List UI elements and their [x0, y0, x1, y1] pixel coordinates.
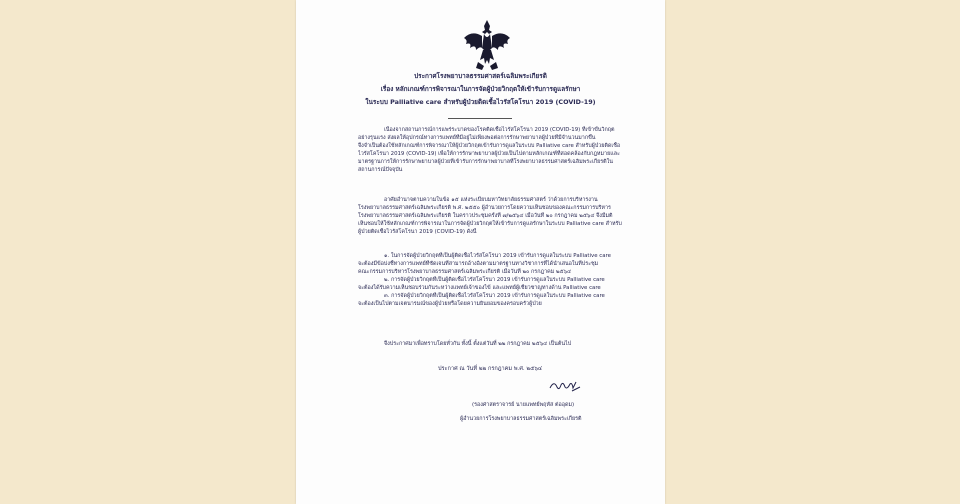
list-item: ๑. ในการจัดผู้ป่วยวิกฤตที่เป็นผู้ติดเชื้อไวรัสโคโรนา 2019 เข้ารับการดูแลในระบบ Palliative care: [384, 253, 611, 259]
paragraph-authority: [358, 196, 628, 236]
paragraph-line: เห็นชอบให้ใช้หลักเกณฑ์การพิจารณาในการจัดผู้ป่วยวิกฤตให้เข้ารับการดูแลรักษาในระบบ Palliative care สำหรับ: [358, 221, 622, 227]
list-item: คณะกรรมการบริหารโรงพยาบาลธรรมศาสตร์เฉลิมพระเกียรติ เมื่อวันที่ ๒๐ กรกฎาคม ๒๕๖๔: [358, 269, 572, 275]
list-item: ๓. การจัดผู้ป่วยวิกฤตที่เป็นผู้ติดเชื้อไวรัสโคโรนา 2019 เข้ารับการดูแลในระบบ Palliative care: [384, 293, 605, 299]
paragraph-line: โรงพยาบาลธรรมศาสตร์เฉลิมพระเกียรติ พ.ศ. ๒๕๕๐ ผู้อำนวยการโดยความเห็นชอบของคณะกรรมการบริหาร: [358, 205, 611, 211]
closing-statement: จึงประกาศมาเพื่อทราบโดยทั่วกัน ทั้งนี้ ตั้งแต่วันที่ ๒๒ กรกฎาคม ๒๕๖๔ เป็นต้นไป: [384, 341, 572, 347]
list-item: จะต้องได้รับความเห็นชอบร่วมกันระหว่างแพทย์เจ้าของไข้ และแพทย์ผู้เชี่ยวชาญทางด้าน Palliative care: [358, 285, 601, 291]
paragraph-line: สถานการณ์ปัจจุบัน: [358, 167, 403, 173]
paragraph-line: อย่างรุนแรง ส่งผลให้อุปกรณ์ทางการแพทย์ที่มีอยู่ไม่เพียงพอต่อการรักษาพยาบาลผู้ป่วยที่มีจำนวนมากขึ้น: [358, 135, 596, 141]
handwritten-signature-icon: [548, 378, 582, 394]
paragraph-line: จึงจำเป็นต้องใช้หลักเกณฑ์การพิจารณาให้ผู้ป่วยวิกฤตเข้ารับการดูแลในระบบ Palliative care สำหรับผู้ป่วยติดเชื้อ: [358, 143, 621, 149]
criteria-list: [358, 252, 628, 308]
paragraph-background: [358, 126, 628, 174]
subject-line-1: เรื่อง หลักเกณฑ์การพิจารณาในการจัดผู้ป่วยวิกฤตให้เข้ารับการดูแลรักษา: [380, 85, 581, 93]
paragraph-line: อาศัยอำนาจตามความในข้อ ๑๕ แห่งระเบียบมหาวิทยาลัยธรรมศาสตร์ ว่าด้วยการบริหารงาน: [384, 197, 598, 203]
announcement-heading: ประกาศโรงพยาบาลธรรมศาสตร์เฉลิมพระเกียรติ: [414, 72, 547, 80]
signer-name: (รองศาสตราจารย์ นายแพทย์พฤหัส ต่ออุดม): [472, 402, 575, 408]
heading-divider: [448, 118, 512, 119]
paragraph-line: ผู้ป่วยติดเชื้อไวรัสโคโรนา 2019 (COVID-19) ดังนี้: [358, 229, 477, 235]
paragraph-line: โรงพยาบาลธรรมศาสตร์เฉลิมพระเกียรติ ในคราวประชุมครั้งที่ ๗/๒๕๖๔ เมื่อวันที่ ๒๐ กรกฎาคม ๒๕๖๔ จึงมีมติ: [358, 213, 613, 219]
list-item: ๒. การจัดผู้ป่วยวิกฤตที่เป็นผู้ติดเชื้อไวรัสโคโรนา 2019 เข้ารับการดูแลในระบบ Palliative care: [384, 277, 605, 283]
list-item: จะต้องมีข้อบ่งชี้ทางการแพทย์ที่ชัดเจนที่สามารถอ้างอิงตามมาตรฐานทางวิชาการที่ได้นำเสนอในที่ประชุม: [358, 261, 599, 267]
garuda-emblem-icon: [462, 18, 512, 72]
paragraph-line: ไวรัสโคโรนา 2019 (COVID-19) เพื่อให้การรักษาพยาบาลผู้ป่วยเป็นไปตามหลักเกณฑ์ที่สอดคล้องกับกฎหมายและ: [358, 151, 620, 157]
list-item: จะต้องเป็นไปตามเจตนารมณ์ของผู้ป่วยหรือโดยความยินยอมของครอบครัวผู้ป่วย: [358, 301, 542, 307]
document-page: [296, 0, 665, 504]
signer-title: ผู้อำนวยการโรงพยาบาลธรรมศาสตร์เฉลิมพระเกียรติ: [460, 416, 582, 422]
subject-line-2: ในระบบ Palliative care สำหรับผู้ป่วยติดเชื้อไวรัสโคโรนา 2019 (COVID-19): [365, 98, 596, 106]
date-line: ประกาศ ณ วันที่ ๒๒ กรกฎาคม พ.ศ. ๒๕๖๔: [438, 366, 543, 372]
paragraph-line: มาตรฐานการให้การรักษาพยาบาลผู้ป่วยที่เข้ารับการรักษาพยาบาลที่โรงพยาบาลธรรมศาสตร์เฉลิมพระเกียรติใน: [358, 159, 613, 165]
paragraph-line: เนื่องจากสถานการณ์การแพร่ระบาดของโรคติดเชื้อไวรัสโคโรนา 2019 (COVID-19) ที่เข้าขั้นวิกฤต: [384, 127, 615, 133]
